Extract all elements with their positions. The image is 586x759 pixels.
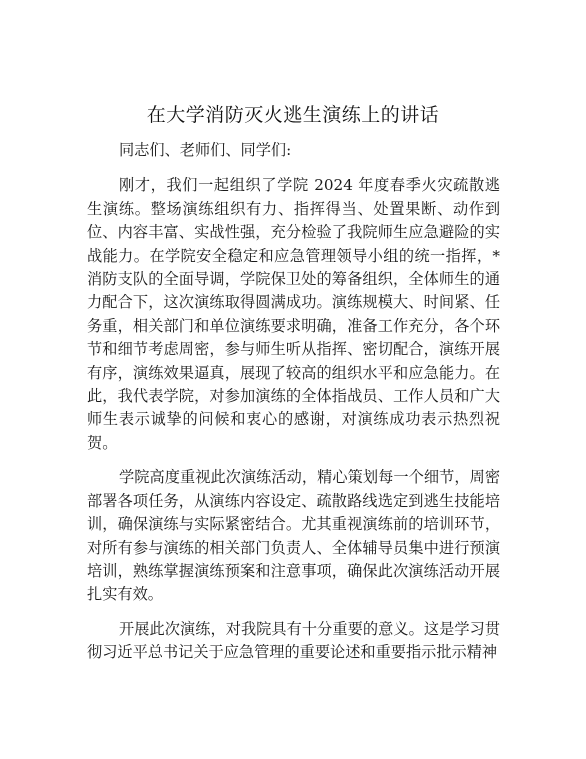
- greeting: 同志们、老师们、同学们:: [119, 141, 292, 159]
- paragraph-2: 学院高度重视此次演练活动，精心策划每一个细节，周密部署各项任务，从演练内容设定、疏散路线选定到逃生技能培训，确保演练与实际紧密结合。尤其重视演练前的培训环节，对所有参与演练的相关部门负责人、全体辅导员集中进行预演培训，熟练掌握演练预案和注意事项，确保此次演练活动开展扎实有效。: [87, 468, 500, 604]
- paragraph-1: 刚才，我们一起组织了学院 2024 年度春季火灾疏散逃生演练。整场演练组织有力、指挥得当、处置果断、动作到位、内容丰富、实战性强，充分检验了我院师生应急避险的实战能力。在学院安全稳定和应急管理领导小组的统一指挥，*消防支队的全面导调，学院保卫处的筹备组织，全体师生的通力配合下，这次演练取得圆满成功。演练规模大、时间紧、任务重，相关部门和单位演练要求明确，准备工作充分，各个环节和细节考虑周密，参与师生听从指挥、密切配合，演练开展有序，演练效果逼真，展现了较高的组织水平和应急能力。在此，我代表学院，对参加演练的全体指战员、工作人员和广大师生表示诚挚的问候和衷心的感谢，对演练成功表示热烈祝贺。: [87, 176, 500, 452]
- document-title: 在大学消防灭火逃生演练上的讲话: [146, 104, 440, 126]
- document-body: [87, 139, 500, 676]
- paragraph-3: 开展此次演练，对我院具有十分重要的意义。这是学习贯彻习近平总书记关于应急管理的重要论述和重要指示批示精神: [87, 619, 500, 662]
